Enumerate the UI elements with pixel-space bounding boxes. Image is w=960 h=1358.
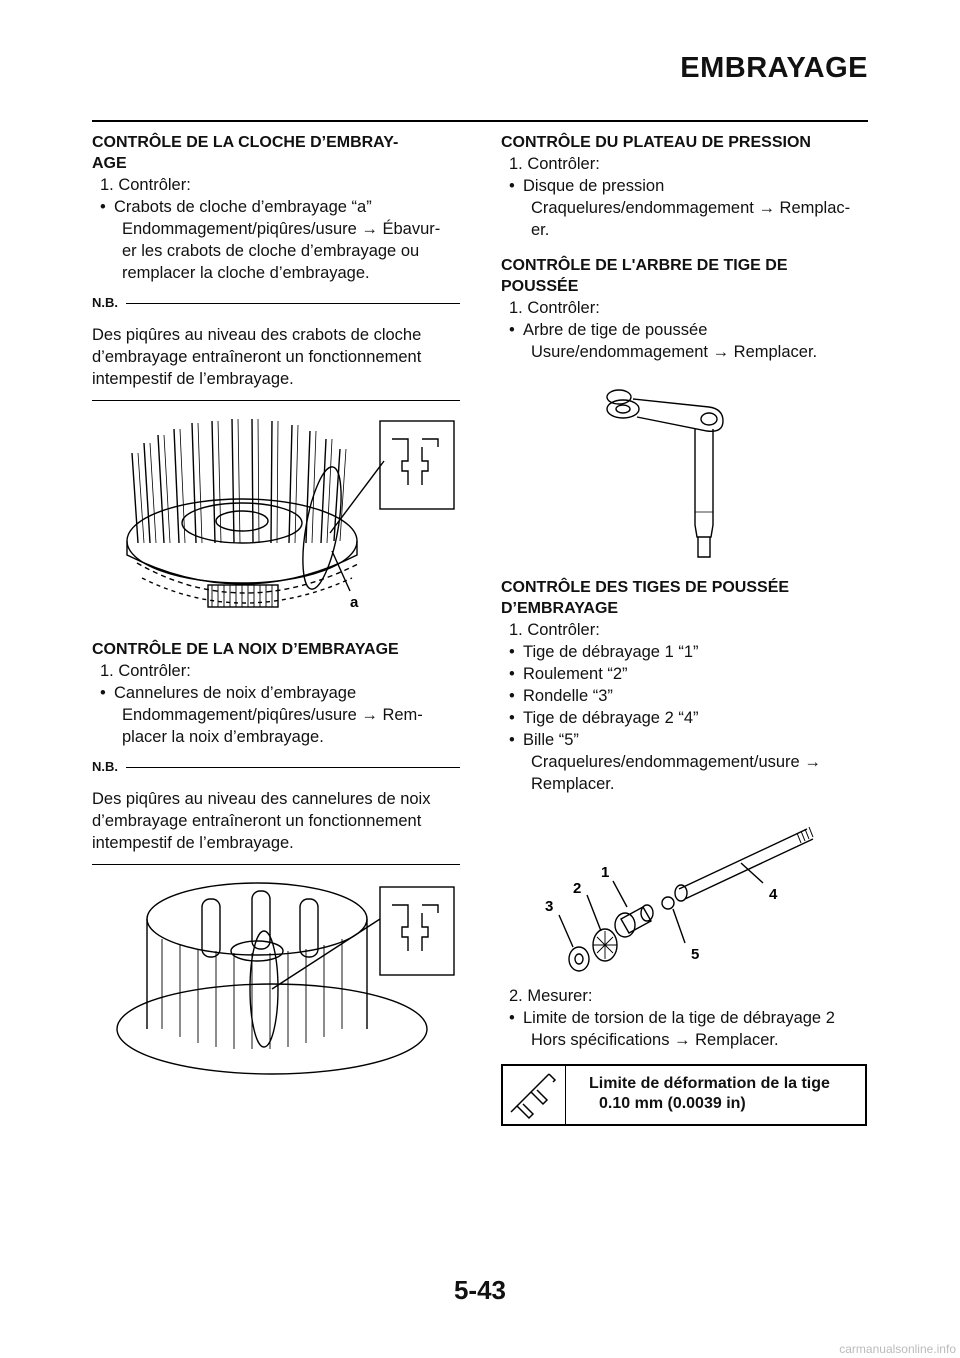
- bullet-item: • Bille “5”: [509, 731, 579, 749]
- bullet-item: • Arbre de tige de poussée: [509, 321, 708, 339]
- detail-line: er.: [531, 221, 550, 239]
- note-line: intempestif de l’embrayage.: [92, 370, 294, 388]
- detail-line: Endommagement/piqûres/usure → Ébavur-: [122, 220, 441, 238]
- detail-line: Craquelures/endommagement/usure →: [531, 753, 821, 771]
- step-1: 1. Contrôler:: [509, 621, 600, 639]
- section-title-push-lever-shaft: [501, 255, 869, 297]
- note-line: Des piqûres au niveau des cannelures de noix: [92, 790, 431, 808]
- section-title-pressure-plate: CONTRÔLE DU PLATEAU DE PRESSION: [501, 134, 811, 151]
- right-column: [501, 132, 869, 1051]
- push-rods-illustration: [501, 807, 869, 985]
- title-line: POUSSÉE: [501, 278, 579, 295]
- bullet-item: • Disque de pression: [509, 177, 665, 195]
- spec-box: [501, 1064, 867, 1126]
- bullet-text: Disque de pression: [523, 177, 665, 195]
- callout-3: 3: [545, 898, 554, 915]
- bullet-item: • Tige de débrayage 2 “4”: [509, 709, 699, 727]
- bullet-text: Arbre de tige de poussée: [523, 321, 708, 339]
- title-line: CONTRÔLE DE L'ARBRE DE TIGE DE: [501, 257, 788, 274]
- detail-line: Craquelures/endommagement → Remplac-: [531, 199, 851, 217]
- title-line: D’EMBRAYAGE: [501, 600, 619, 617]
- push-lever-shaft-figure: [501, 377, 869, 567]
- step-1: 1. Contrôler:: [100, 662, 191, 680]
- bullet-item: • Tige de débrayage 1 “1”: [509, 643, 699, 661]
- callout-a: a: [350, 594, 359, 611]
- caliper-icon: [503, 1066, 566, 1124]
- detail-line: Usure/endommagement → Remplacer.: [531, 343, 818, 361]
- left-column: [92, 132, 460, 1079]
- watermark: carmanualsonline.info: [839, 1342, 956, 1356]
- bullet-item: • Limite de torsion de la tige de débrayage 2: [509, 1009, 835, 1027]
- section-title-clutch-housing: [92, 132, 460, 174]
- bullet-item: • Rondelle “3”: [509, 687, 613, 705]
- spec-text: [589, 1074, 830, 1114]
- step-1: 1. Contrôler:: [100, 176, 191, 194]
- header-rule: [92, 120, 868, 122]
- note-label: N.B.: [92, 295, 118, 310]
- step-1: 1. Contrôler:: [509, 155, 600, 173]
- note-end-rule: [92, 400, 460, 401]
- detail-line: er les crabots de cloche d’embrayage ou: [122, 242, 420, 260]
- bullet-item: • Crabots de cloche d’embrayage “a”: [100, 198, 372, 216]
- note-label: N.B.: [92, 759, 118, 774]
- title-line: AGE: [92, 155, 127, 172]
- spec-label: Limite de déformation de la tige: [589, 1075, 830, 1092]
- clutch-housing-illustration: [92, 413, 460, 625]
- push-lever-shaft-illustration: [501, 377, 869, 567]
- note-line: d’embrayage entraîneront un fonctionnement: [92, 812, 422, 830]
- note-header: [92, 756, 460, 778]
- bullet-text: Tige de débrayage 1 “1”: [523, 643, 699, 661]
- note-line: Des piqûres au niveau des crabots de cloche: [92, 326, 422, 344]
- detail-line: Remplacer.: [531, 775, 615, 793]
- clutch-housing-figure: [92, 413, 460, 625]
- note-line: d’embrayage entraîneront un fonctionnement: [92, 348, 422, 366]
- section-title-clutch-boss: CONTRÔLE DE LA NOIX D’EMBRAYAGE: [92, 641, 399, 658]
- bullet-text: Rondelle “3”: [523, 687, 613, 705]
- step-1: 1. Contrôler:: [509, 299, 600, 317]
- callout-4: 4: [769, 886, 778, 903]
- push-rods-figure: [501, 807, 869, 985]
- clutch-boss-figure: [92, 879, 460, 1079]
- page-number: 5-43: [453, 1275, 507, 1305]
- note-rule: [126, 767, 460, 768]
- page-header-title: EMBRAYAGE: [680, 52, 868, 84]
- note-text: [92, 324, 460, 390]
- callout-2: 2: [573, 880, 582, 897]
- note-rule: [126, 303, 460, 304]
- bullet-text: Roulement “2”: [523, 665, 628, 683]
- step-2: 2. Mesurer:: [509, 987, 593, 1005]
- note-header: [92, 292, 460, 314]
- bullet-text: Limite de torsion de la tige de débrayage 2: [523, 1009, 835, 1027]
- section-title-push-rods: [501, 577, 869, 619]
- bullet-text: Cannelures de noix d’embrayage: [114, 684, 357, 702]
- note-end-rule: [92, 864, 460, 865]
- note-line: intempestif de l’embrayage.: [92, 834, 294, 852]
- title-line: CONTRÔLE DES TIGES DE POUSSÉE: [501, 579, 790, 596]
- clutch-boss-illustration: [92, 879, 460, 1079]
- callout-1: 1: [601, 864, 610, 881]
- bullet-text: Tige de débrayage 2 “4”: [523, 709, 699, 727]
- note-text: [92, 788, 460, 854]
- bullet-text: Crabots de cloche d’embrayage “a”: [114, 198, 372, 216]
- title-line: CONTRÔLE DE LA CLOCHE D’EMBRAY-: [92, 134, 399, 151]
- spec-value: 0.10 mm (0.0039 in): [599, 1095, 746, 1112]
- detail-line: Hors spécifications → Remplacer.: [531, 1031, 779, 1049]
- bullet-item: • Roulement “2”: [509, 665, 628, 683]
- bullet-text: Bille “5”: [523, 731, 579, 749]
- bullet-item: • Cannelures de noix d’embrayage: [100, 684, 357, 702]
- detail-line: remplacer la cloche d’embrayage.: [122, 264, 370, 282]
- callout-5: 5: [691, 946, 700, 963]
- detail-line: placer la noix d’embrayage.: [122, 728, 324, 746]
- detail-line: Endommagement/piqûres/usure → Rem-: [122, 706, 423, 724]
